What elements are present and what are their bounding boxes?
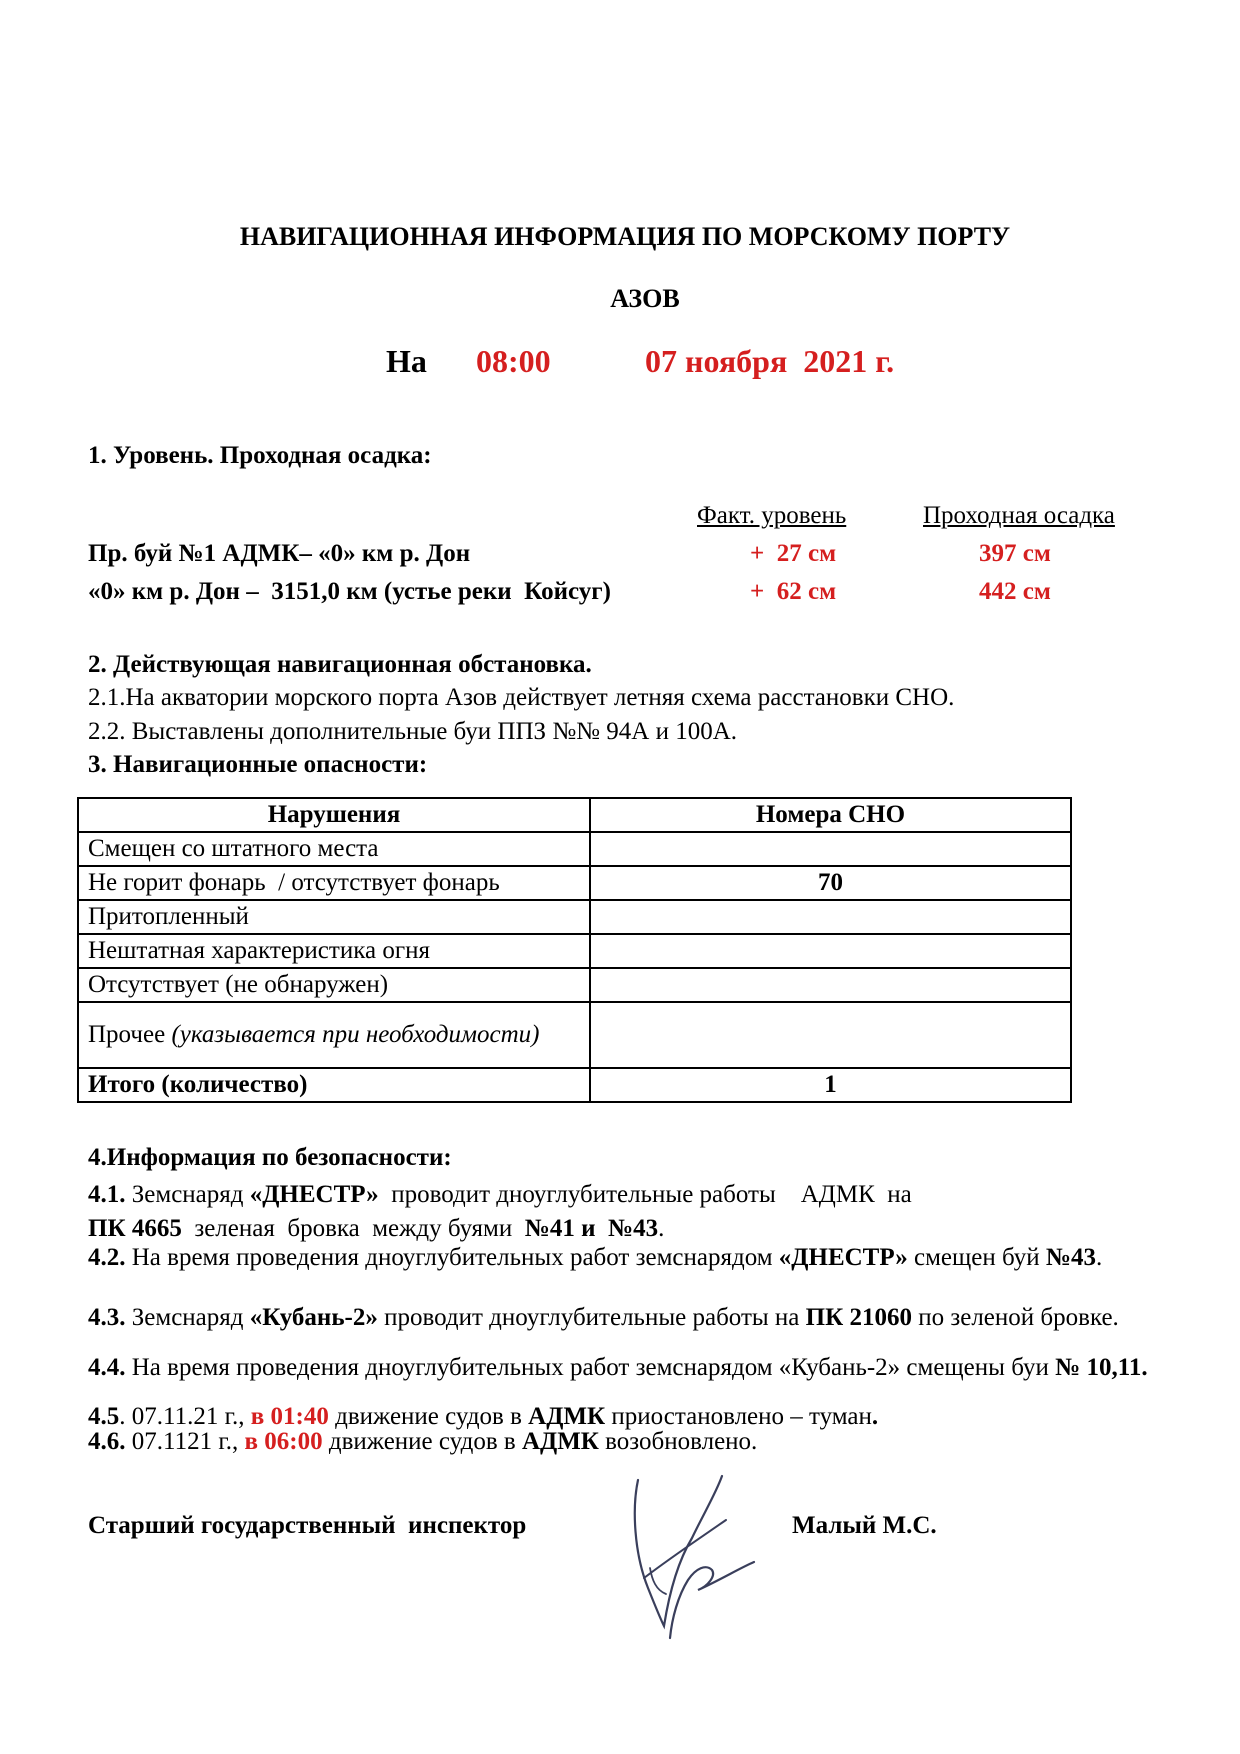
other-note: (указывается при необходимости) [171, 1021, 540, 1048]
report-time: 08:00 [476, 343, 551, 379]
row-label: Нештатная характеристика огня [78, 934, 590, 968]
on-label: На [386, 343, 427, 379]
col-violations: Нарушения [78, 798, 590, 832]
row-value [590, 968, 1071, 1002]
safety-item-4-1: 4.1. Земснаряд «ДНЕСТР» проводит дноуглубительные работы АДМК на ПК 4665 зеленая бровка между буями №41 и №43. [88, 1181, 912, 1242]
safety-heading: 4.Информация по безопасности: [88, 1144, 452, 1171]
situation-line-1: 2.1.На акватории морского порта Азов действует летняя схема расстановки СНО. [88, 684, 955, 711]
level-row-1-level: + 27 см [750, 540, 837, 567]
safety-item-4-6: 4.6. 07.1121 г., в 06:00 движение судов в АДМК возобновлено. [88, 1428, 758, 1455]
safety-item-4-3: 4.3. Земснаряд «Кубань-2» проводит дноуглубительные работы на ПК 21060 по зеленой бровке. [88, 1304, 1119, 1331]
table-header-row [78, 798, 1071, 832]
row-label-other [78, 1002, 590, 1068]
report-date: 07 ноября 2021 г. [645, 343, 895, 379]
document-title: НАВИГАЦИОННАЯ ИНФОРМАЦИЯ ПО МОРСКОМУ ПОРТУ [239, 222, 1011, 251]
situation-line-2: 2.2. Выставлены дополнительные буи ППЗ №№ 94А и 100А. [88, 718, 738, 745]
other-label: Прочее [88, 1021, 172, 1048]
row-value: 70 [590, 866, 1071, 900]
row-label: Не горит фонарь / отсутствует фонарь [78, 866, 590, 900]
total-label: Итого (количество) [78, 1068, 590, 1102]
signature-image [630, 1468, 760, 1643]
row-value-other [590, 1002, 1071, 1068]
safety-item-4-2: 4.2. На время проведения дноуглубительных работ земснарядом «ДНЕСТР» смещен буй №43. [88, 1244, 1103, 1271]
table-row [78, 866, 1071, 900]
level-row-2-draft: 442 см [979, 578, 1051, 605]
situation-heading: 2. Действующая навигационная обстановка. [88, 651, 592, 678]
row-value [590, 900, 1071, 934]
level-row-1-draft: 397 см [979, 540, 1051, 567]
level-row-1-section: Пр. буй №1 АДМК– «0» км р. Дон [88, 540, 471, 567]
port-name: АЗОВ [610, 284, 680, 313]
table-row [78, 968, 1071, 1002]
table-row [78, 934, 1071, 968]
table-row-other [78, 1002, 1071, 1068]
col-fact-level: Факт. уровень [697, 502, 847, 529]
table-row [78, 900, 1071, 934]
row-label: Отсутствует (не обнаружен) [78, 968, 590, 1002]
row-label: Смещен со штатного места [78, 832, 590, 866]
signatory-position: Старший государственный инспектор [88, 1512, 527, 1539]
table-total-row [78, 1068, 1071, 1102]
level-heading: 1. Уровень. Проходная осадка: [88, 442, 432, 469]
safety-item-4-5: 4.5. 07.11.21 г., в 01:40 движение судов в АДМК приостановлено – туман. [88, 1403, 879, 1430]
total-value: 1 [590, 1068, 1071, 1102]
col-draft: Проходная осадка [923, 502, 1115, 529]
hazards-heading: 3. Навигационные опасности: [88, 751, 428, 778]
table-row [78, 832, 1071, 866]
row-value [590, 934, 1071, 968]
col-buoy-numbers: Номера СНО [590, 798, 1071, 832]
safety-item-4-4: 4.4. На время проведения дноуглубительных работ земснарядом «Кубань-2» смещены буи № 10,11. [88, 1354, 1148, 1381]
row-label: Притопленный [78, 900, 590, 934]
level-row-2-level: + 62 см [750, 578, 837, 605]
row-value [590, 832, 1071, 866]
level-row-2-section: «0» км р. Дон – 3151,0 км (устье реки Койсуг) [88, 578, 611, 605]
hazards-table [77, 797, 1072, 1103]
signatory-name: Малый М.С. [792, 1512, 937, 1539]
